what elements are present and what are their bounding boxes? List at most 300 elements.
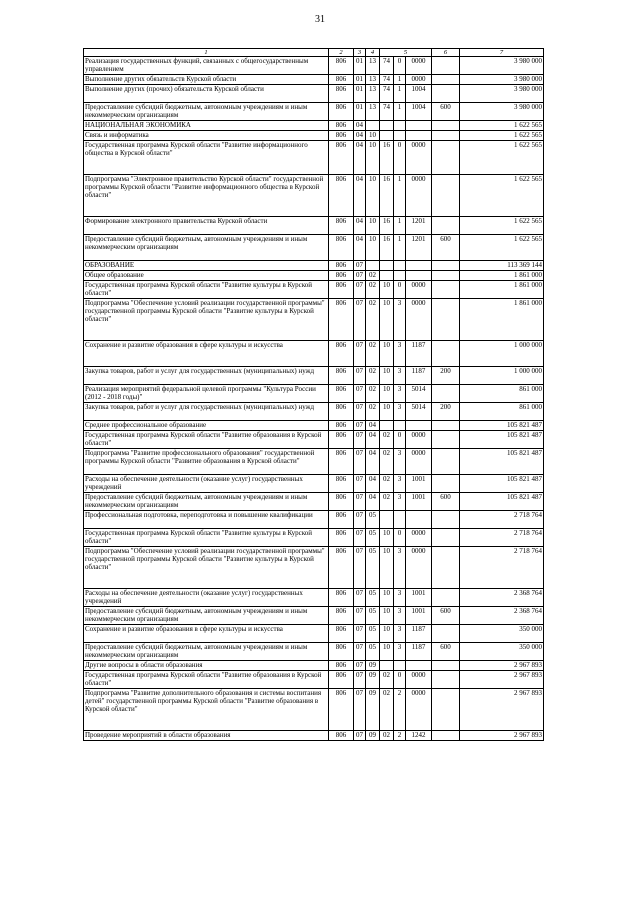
row-target-program-cell: 02 [380,475,394,493]
row-section-cell: 07 [354,493,366,511]
row-sum-cell: 2 718 764 [460,511,544,529]
row-expense-type-cell [432,271,460,281]
row-target-program-cell [380,511,394,529]
row-target-subprogram-cell: 1 [394,85,406,103]
row-subsection-cell: 04 [366,475,380,493]
table-row [84,281,544,299]
row-target-direction-cell [406,421,432,431]
row-target-direction-cell: 0000 [406,671,432,689]
row-sum-cell: 2 967 893 [460,731,544,741]
row-subsection-cell: 10 [366,235,380,261]
row-ved-cell: 806 [329,261,354,271]
column-header: 2 [329,49,354,57]
row-target-direction-cell: 0000 [406,449,432,475]
row-name-cell: Общее образование [84,271,329,281]
row-ved-cell: 806 [329,643,354,661]
row-target-subprogram-cell: 2 [394,689,406,731]
row-subsection-cell: 05 [366,625,380,643]
row-name-cell: Государственная программа Курской области "Развитие культуры в Курской области" [84,281,329,299]
row-target-program-cell: 16 [380,217,394,235]
row-ved-cell: 806 [329,493,354,511]
row-ved-cell: 806 [329,671,354,689]
row-ved-cell: 806 [329,85,354,103]
row-target-subprogram-cell: 3 [394,589,406,607]
row-sum-cell: 1 622 565 [460,131,544,141]
table-row [84,341,544,367]
row-ved-cell: 806 [329,511,354,529]
row-sum-cell: 1 622 565 [460,141,544,175]
row-target-program-cell [380,131,394,141]
row-target-program-cell: 16 [380,235,394,261]
row-sum-cell: 2 967 893 [460,661,544,671]
row-subsection-cell: 05 [366,607,380,625]
row-target-subprogram-cell: 0 [394,141,406,175]
row-target-direction-cell: 1001 [406,607,432,625]
row-sum-cell: 105 821 487 [460,493,544,511]
table-row [84,403,544,421]
row-target-direction-cell: 1201 [406,235,432,261]
row-expense-type-cell: 600 [432,235,460,261]
row-name-cell: Реализация мероприятий федеральной целевой программы "Культура России (2012 - 2018 годы)" [84,385,329,403]
row-target-subprogram-cell [394,131,406,141]
row-section-cell: 07 [354,281,366,299]
table-row [84,175,544,217]
row-section-cell: 07 [354,341,366,367]
row-subsection-cell: 09 [366,671,380,689]
row-name-cell: НАЦИОНАЛЬНАЯ ЭКОНОМИКА [84,121,329,131]
row-name-cell: Среднее профессиональное образование [84,421,329,431]
row-expense-type-cell [432,511,460,529]
row-subsection-cell: 02 [366,299,380,341]
row-expense-type-cell [432,731,460,741]
row-target-subprogram-cell: 3 [394,367,406,385]
row-target-subprogram-cell [394,421,406,431]
row-target-program-cell [380,421,394,431]
row-expense-type-cell [432,689,460,731]
row-expense-type-cell [432,281,460,299]
row-expense-type-cell: 600 [432,643,460,661]
row-section-cell: 07 [354,449,366,475]
row-target-subprogram-cell: 3 [394,403,406,421]
row-section-cell: 07 [354,271,366,281]
row-name-cell: Реализация государственных функций, связанных с общегосударственным управлением [84,57,329,75]
row-target-direction-cell [406,271,432,281]
row-target-program-cell [380,271,394,281]
row-target-program-cell: 10 [380,341,394,367]
row-sum-cell: 350 000 [460,643,544,661]
row-target-subprogram-cell: 0 [394,671,406,689]
table-row [84,299,544,341]
table-row [84,431,544,449]
row-target-program-cell: 10 [380,547,394,589]
row-name-cell: Выполнение других (прочих) обязательств Курской области [84,85,329,103]
row-target-subprogram-cell: 3 [394,607,406,625]
row-sum-cell: 3 980 000 [460,85,544,103]
row-expense-type-cell [432,299,460,341]
row-target-program-cell: 16 [380,141,394,175]
row-section-cell: 04 [354,217,366,235]
row-expense-type-cell [432,671,460,689]
row-name-cell: Предоставление субсидий бюджетным, автономным учреждениям и иным некоммерческим организациям [84,235,329,261]
row-target-program-cell [380,661,394,671]
row-ved-cell: 806 [329,141,354,175]
row-subsection-cell: 05 [366,547,380,589]
column-header: 6 [432,49,460,57]
row-subsection-cell: 13 [366,57,380,75]
row-subsection-cell: 02 [366,403,380,421]
row-name-cell: Государственная программа Курской области "Развитие информационного общества в Курской области" [84,141,329,175]
row-section-cell: 07 [354,529,366,547]
row-subsection-cell [366,261,380,271]
row-subsection-cell: 02 [366,271,380,281]
row-section-cell: 07 [354,643,366,661]
row-sum-cell: 1 622 565 [460,175,544,217]
table-row [84,625,544,643]
row-target-program-cell: 02 [380,731,394,741]
row-ved-cell: 806 [329,547,354,589]
row-ved-cell: 806 [329,367,354,385]
row-subsection-cell: 04 [366,421,380,431]
table-row [84,475,544,493]
row-name-cell: Предоставление субсидий бюджетным, автономным учреждениям и иным некоммерческим организациям [84,103,329,121]
row-target-program-cell: 74 [380,57,394,75]
row-name-cell: Расходы на обеспечение деятельности (оказание услуг) государственных учреждений [84,475,329,493]
row-sum-cell: 2 718 764 [460,547,544,589]
row-name-cell: Связь и информатика [84,131,329,141]
row-sum-cell: 2 368 764 [460,589,544,607]
row-sum-cell: 1 622 565 [460,235,544,261]
row-name-cell: Подпрограмма "Электронное правительство Курской области" государственной программы Курской области "Развитие информационного общества в Курской области" [84,175,329,217]
row-subsection-cell: 09 [366,661,380,671]
row-name-cell: Предоставление субсидий бюджетным, автономным учреждениям и иным некоммерческим организациям [84,607,329,625]
row-expense-type-cell [432,589,460,607]
row-target-program-cell: 74 [380,75,394,85]
row-target-program-cell: 10 [380,529,394,547]
row-expense-type-cell [432,85,460,103]
row-section-cell: 07 [354,261,366,271]
row-sum-cell: 1 861 000 [460,271,544,281]
row-expense-type-cell: 200 [432,403,460,421]
row-target-program-cell: 02 [380,671,394,689]
table-row [84,671,544,689]
table-row [84,85,544,103]
row-sum-cell: 861 000 [460,385,544,403]
row-target-direction-cell: 1187 [406,341,432,367]
table-row [84,121,544,131]
row-target-subprogram-cell: 0 [394,431,406,449]
row-target-subprogram-cell: 1 [394,235,406,261]
row-name-cell: Сохранение и развитие образования в сфере культуры и искусства [84,625,329,643]
row-target-program-cell: 10 [380,299,394,341]
row-name-cell: Выполнение других обязательств Курской области [84,75,329,85]
row-section-cell: 07 [354,589,366,607]
row-target-direction-cell: 0000 [406,689,432,731]
row-ved-cell: 806 [329,217,354,235]
row-sum-cell: 3 980 000 [460,57,544,75]
row-ved-cell: 806 [329,281,354,299]
row-section-cell: 04 [354,141,366,175]
row-target-program-cell: 10 [380,385,394,403]
row-subsection-cell: 04 [366,493,380,511]
row-target-direction-cell: 0000 [406,175,432,217]
row-ved-cell: 806 [329,449,354,475]
row-ved-cell: 806 [329,131,354,141]
row-section-cell: 01 [354,103,366,121]
table-row [84,261,544,271]
row-name-cell: Государственная программа Курской области "Развитие культуры в Курской области" [84,529,329,547]
row-target-direction-cell: 5014 [406,385,432,403]
row-name-cell: Подпрограмма "Развитие дополнительного образования и системы воспитания детей" государственной программы Курской области "Развитие образования в Курской области" [84,689,329,731]
table-row [84,141,544,175]
row-subsection-cell: 10 [366,217,380,235]
row-target-subprogram-cell: 3 [394,493,406,511]
row-ved-cell: 806 [329,431,354,449]
row-target-direction-cell: 1001 [406,475,432,493]
row-target-program-cell [380,121,394,131]
row-target-program-cell: 10 [380,367,394,385]
row-expense-type-cell: 200 [432,367,460,385]
row-ved-cell: 806 [329,175,354,217]
row-name-cell: Государственная программа Курской области "Развитие образования в Курской области" [84,431,329,449]
row-target-direction-cell [406,661,432,671]
row-target-direction-cell: 1187 [406,643,432,661]
page-number: 31 [315,14,325,25]
row-sum-cell: 1 622 565 [460,121,544,131]
row-target-direction-cell: 1242 [406,731,432,741]
row-name-cell: Предоставление субсидий бюджетным, автономным учреждениям и иным некоммерческим организациям [84,493,329,511]
column-header: 4 [366,49,380,57]
row-section-cell: 07 [354,475,366,493]
row-expense-type-cell [432,529,460,547]
row-target-subprogram-cell: 1 [394,75,406,85]
row-ved-cell: 806 [329,475,354,493]
row-target-direction-cell: 1004 [406,103,432,121]
row-sum-cell: 1 000 000 [460,341,544,367]
row-target-subprogram-cell [394,271,406,281]
table-row [84,421,544,431]
row-target-subprogram-cell: 3 [394,385,406,403]
row-expense-type-cell [432,547,460,589]
row-section-cell: 07 [354,299,366,341]
table-row [84,689,544,731]
row-section-cell: 07 [354,385,366,403]
row-subsection-cell: 05 [366,589,380,607]
row-subsection-cell: 09 [366,731,380,741]
row-expense-type-cell [432,261,460,271]
row-target-program-cell: 74 [380,103,394,121]
row-section-cell: 07 [354,661,366,671]
row-target-program-cell: 10 [380,589,394,607]
row-subsection-cell: 02 [366,281,380,299]
row-sum-cell: 105 821 487 [460,431,544,449]
row-sum-cell: 1 861 000 [460,281,544,299]
row-ved-cell: 806 [329,341,354,367]
row-ved-cell: 806 [329,589,354,607]
row-name-cell: Закупка товаров, работ и услуг для государственных (муниципальных) нужд [84,367,329,385]
row-target-direction-cell: 1187 [406,367,432,385]
row-section-cell: 01 [354,57,366,75]
row-subsection-cell: 10 [366,175,380,217]
column-header: 5 [380,49,432,57]
row-name-cell: Сохранение и развитие образования в сфере культуры и искусства [84,341,329,367]
row-target-direction-cell: 1201 [406,217,432,235]
column-header: 1 [84,49,329,57]
row-section-cell: 07 [354,547,366,589]
row-subsection-cell: 05 [366,511,380,529]
row-ved-cell: 806 [329,403,354,421]
row-name-cell: Проведение мероприятий в области образования [84,731,329,741]
row-subsection-cell: 10 [366,141,380,175]
row-expense-type-cell [432,385,460,403]
row-sum-cell: 113 369 144 [460,261,544,271]
table-row [84,607,544,625]
row-subsection-cell [366,121,380,131]
row-target-program-cell: 10 [380,643,394,661]
row-subsection-cell: 04 [366,431,380,449]
row-section-cell: 07 [354,367,366,385]
table-row [84,103,544,121]
row-subsection-cell: 02 [366,385,380,403]
table-row [84,529,544,547]
table-row [84,131,544,141]
row-expense-type-cell: 600 [432,607,460,625]
row-expense-type-cell [432,449,460,475]
budget-table [83,48,544,741]
row-target-direction-cell [406,511,432,529]
row-target-direction-cell [406,131,432,141]
row-target-subprogram-cell: 2 [394,731,406,741]
row-section-cell: 07 [354,431,366,449]
row-expense-type-cell: 600 [432,103,460,121]
table-row [84,547,544,589]
row-expense-type-cell [432,475,460,493]
row-target-direction-cell: 0000 [406,281,432,299]
row-target-direction-cell: 0000 [406,547,432,589]
row-sum-cell: 2 967 893 [460,689,544,731]
row-expense-type-cell [432,141,460,175]
row-target-program-cell: 02 [380,493,394,511]
row-section-cell: 04 [354,235,366,261]
row-subsection-cell: 13 [366,75,380,85]
row-expense-type-cell [432,121,460,131]
table-row [84,661,544,671]
table-row [84,493,544,511]
row-sum-cell: 1 000 000 [460,367,544,385]
row-ved-cell: 806 [329,689,354,731]
row-ved-cell: 806 [329,421,354,431]
row-ved-cell: 806 [329,235,354,261]
table-row [84,385,544,403]
row-subsection-cell: 09 [366,689,380,731]
table-row [84,235,544,261]
row-target-direction-cell: 0000 [406,141,432,175]
row-expense-type-cell [432,421,460,431]
row-ved-cell: 806 [329,731,354,741]
row-name-cell: Закупка товаров, работ и услуг для государственных (муниципальных) нужд [84,403,329,421]
row-target-program-cell: 10 [380,281,394,299]
row-target-subprogram-cell [394,121,406,131]
row-section-cell: 07 [354,421,366,431]
row-target-program-cell: 16 [380,175,394,217]
row-target-direction-cell: 1004 [406,85,432,103]
row-name-cell: Предоставление субсидий бюджетным, автономным учреждениям и иным некоммерческим организациям [84,643,329,661]
row-target-subprogram-cell: 1 [394,103,406,121]
row-target-direction-cell: 1001 [406,493,432,511]
row-target-subprogram-cell: 3 [394,341,406,367]
row-section-cell: 07 [354,607,366,625]
row-section-cell: 01 [354,85,366,103]
row-ved-cell: 806 [329,75,354,85]
row-expense-type-cell [432,625,460,643]
row-sum-cell: 1 861 000 [460,299,544,341]
row-subsection-cell: 13 [366,103,380,121]
row-target-subprogram-cell: 3 [394,643,406,661]
row-target-program-cell: 10 [380,607,394,625]
row-target-direction-cell: 1187 [406,625,432,643]
row-expense-type-cell [432,217,460,235]
column-header: 3 [354,49,366,57]
row-section-cell: 04 [354,131,366,141]
row-ved-cell: 806 [329,299,354,341]
row-sum-cell: 105 821 487 [460,475,544,493]
row-subsection-cell: 02 [366,341,380,367]
row-expense-type-cell [432,57,460,75]
row-sum-cell: 2 368 764 [460,607,544,625]
row-name-cell: Государственная программа Курской области "Развитие образования в Курской области" [84,671,329,689]
row-target-subprogram-cell [394,511,406,529]
row-target-subprogram-cell [394,661,406,671]
row-target-subprogram-cell: 3 [394,547,406,589]
row-sum-cell: 3 980 000 [460,75,544,85]
row-target-direction-cell [406,261,432,271]
row-ved-cell: 806 [329,625,354,643]
row-subsection-cell: 10 [366,131,380,141]
row-sum-cell: 2 967 893 [460,671,544,689]
row-target-program-cell: 02 [380,431,394,449]
row-sum-cell: 105 821 487 [460,449,544,475]
row-target-program-cell: 02 [380,689,394,731]
row-subsection-cell: 04 [366,449,380,475]
row-section-cell: 01 [354,75,366,85]
table-row [84,643,544,661]
row-sum-cell: 350 000 [460,625,544,643]
column-header-row [84,49,544,57]
row-target-program-cell: 02 [380,449,394,475]
row-ved-cell: 806 [329,385,354,403]
table-row [84,75,544,85]
table-row [84,589,544,607]
row-expense-type-cell [432,75,460,85]
row-ved-cell: 806 [329,103,354,121]
row-target-direction-cell: 0000 [406,57,432,75]
table-row [84,511,544,529]
row-section-cell: 04 [354,175,366,217]
table-row [84,449,544,475]
row-ved-cell: 806 [329,529,354,547]
row-subsection-cell: 05 [366,529,380,547]
row-ved-cell: 806 [329,271,354,281]
row-target-direction-cell: 0000 [406,299,432,341]
row-expense-type-cell [432,661,460,671]
row-target-subprogram-cell: 1 [394,175,406,217]
row-section-cell: 07 [354,403,366,421]
row-target-subprogram-cell: 3 [394,475,406,493]
row-section-cell: 04 [354,121,366,131]
row-sum-cell: 3 980 000 [460,103,544,121]
row-target-program-cell: 10 [380,403,394,421]
row-target-subprogram-cell: 1 [394,217,406,235]
row-target-subprogram-cell [394,261,406,271]
